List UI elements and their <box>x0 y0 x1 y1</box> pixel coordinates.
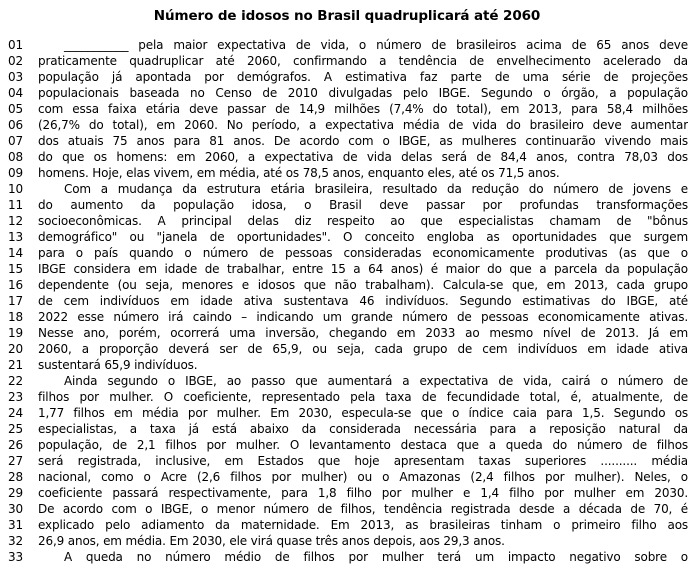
line-number: 26 <box>8 438 23 452</box>
line-text: será registrada, inclusive, em Estados que hoje apresentam taxas superiores .......... média <box>38 454 688 468</box>
line-number: 06 <box>8 118 23 132</box>
line-text: Nesse ano, porém, ocorrerá uma inversão, chegando em 2033 ao mesmo nível de 2013. Já em <box>38 326 688 340</box>
line-number: 14 <box>8 246 23 260</box>
text-line <box>8 277 688 293</box>
document-body <box>0 37 694 565</box>
line-text: De acordo com o IBGE, o menor número de filhos, tendência registrada desde a década de 70, é <box>38 502 688 516</box>
line-text: 26,9 anos, em média. Em 2030, ele virá quase três anos depois, aos 29,3 anos. <box>38 534 505 548</box>
line-number: 30 <box>8 502 23 516</box>
text-line <box>8 117 688 133</box>
line-text: filhos por mulher. O coeficiente, representado pela taxa de fecundidade total, é, atualmente, de <box>38 390 688 404</box>
line-text: explicado pelo adiamento da maternidade. Em 2013, as brasileiras tinham o primeiro filho aos <box>38 518 688 532</box>
line-number: 18 <box>8 310 23 324</box>
line-number: 03 <box>8 70 23 84</box>
line-number: 25 <box>8 422 23 436</box>
line-text: do que os homens: em 2060, a expectativa de vida delas será de 84,4 anos, contra 78,03 dos <box>38 150 688 164</box>
line-text: 2060, a proporção deverá ser de 65,9, ou seja, cada grupo de cem indivíduos em idade ativa <box>38 342 688 356</box>
text-line <box>8 325 688 341</box>
text-line <box>8 469 688 485</box>
line-number: 17 <box>8 294 23 308</box>
line-number: 05 <box>8 102 23 116</box>
text-line <box>8 149 688 165</box>
text-line <box>8 549 688 565</box>
line-text: coeficiente passará respectivamente, para 1,8 filho por mulher e 1,4 filho por mulher em 2030. <box>38 486 688 500</box>
line-number: 15 <box>8 262 23 276</box>
line-number: 20 <box>8 342 23 356</box>
line-text: sustentará 65,9 indivíduos. <box>38 358 198 372</box>
line-number: 11 <box>8 198 23 212</box>
line-text: especialistas, a taxa já está abaixo da considerada necessária para a reposição natural da <box>38 422 688 436</box>
text-line <box>8 101 688 117</box>
line-text: socioeconômicas. A principal delas diz respeito ao que especialistas chamam de "bônus <box>38 214 688 228</box>
text-line <box>8 485 688 501</box>
text-line <box>8 261 688 277</box>
text-line <box>8 85 688 101</box>
text-line <box>8 69 688 85</box>
line-text: dos atuais 75 anos para 81 anos. De acordo com o IBGE, as mulheres continuarão vivendo mais <box>38 134 688 148</box>
line-number: 32 <box>8 534 23 548</box>
text-line <box>8 293 688 309</box>
text-line <box>8 533 688 549</box>
text-line <box>8 389 688 405</box>
line-text: demográfico" ou "janela de oportunidades". O conceito engloba as oportunidades que surgem <box>38 230 688 244</box>
text-line <box>8 357 688 373</box>
line-text: Ainda segundo o IBGE, ao passo que aumentará a expectativa de vida, cairá o número de <box>64 374 688 388</box>
text-line <box>8 501 688 517</box>
line-number: 10 <box>8 182 23 196</box>
line-number: 07 <box>8 134 23 148</box>
line-text: A queda no número médio de filhos por mulher terá um impacto negativo sobre o <box>64 550 688 564</box>
text-line <box>8 453 688 469</box>
line-number: 23 <box>8 390 23 404</box>
line-number: 31 <box>8 518 23 532</box>
text-line <box>8 133 688 149</box>
line-number: 02 <box>8 54 23 68</box>
text-line <box>8 421 688 437</box>
line-text: homens. Hoje, elas vivem, em média, até os 78,5 anos, enquanto eles, até os 71,5 anos. <box>38 166 560 180</box>
line-number: 27 <box>8 454 23 468</box>
line-text: populacionais baseada no Censo de 2010 divulgadas pelo IBGE. Segundo o órgão, a população <box>38 86 688 100</box>
line-text: dependente (ou seja, menores e idosos que não trabalham). Calcula-se que, em 2013, cada grupo <box>38 278 688 292</box>
text-line <box>8 309 688 325</box>
line-number: 12 <box>8 214 23 228</box>
line-text: praticamente quadruplicar até 2060, confirmando a tendência de envelhecimento acelerado da <box>38 54 688 68</box>
document-title: Número de idosos no Brasil quadruplicará até 2060 <box>153 8 541 24</box>
text-line <box>8 341 688 357</box>
line-number: 04 <box>8 86 23 100</box>
text-line <box>8 53 688 69</box>
line-text: 2022 esse número irá caindo – indicando um grande número de pessoas economicamente ativas. <box>38 310 688 324</box>
text-line <box>8 373 688 389</box>
line-number: 19 <box>8 326 23 340</box>
text-line <box>8 245 688 261</box>
line-number: 21 <box>8 358 23 372</box>
text-line <box>8 181 688 197</box>
text-line <box>8 405 688 421</box>
line-text: nacional, como o Acre (2,6 filhos por mulher) ou o Amazonas (2,4 filhos por mulher). Neles, o <box>38 470 688 484</box>
text-line <box>8 437 688 453</box>
line-number: 22 <box>8 374 23 388</box>
line-number: 16 <box>8 278 23 292</box>
line-text: de cem indivíduos em idade ativa sustentava 46 indivíduos. Segundo estimativas do IBGE, até <box>38 294 688 308</box>
line-number: 33 <box>8 550 23 564</box>
line-text: do aumento da população idosa, o Brasil deve passar por profundas transformações <box>38 198 688 212</box>
line-number: 28 <box>8 470 23 484</box>
text-line <box>8 197 688 213</box>
line-text: Com a mudança da estrutura etária brasileira, resultado da redução do número de jovens e <box>64 182 688 196</box>
line-number: 08 <box>8 150 23 164</box>
text-line <box>8 37 688 53</box>
text-line <box>8 517 688 533</box>
line-number: 01 <box>8 38 23 52</box>
line-text: população já apontada por demógrafos. A estimativa faz parte de uma série de projeções <box>38 70 688 84</box>
line-text: (26,7% do total), em 2060. No período, a expectativa média de vida do brasileiro deve aumentar <box>38 118 688 132</box>
line-text: 1,77 filhos em média por mulher. Em 2030, especula-se que o índice caia para 1,5. Segundo os <box>38 406 688 420</box>
text-line <box>8 229 688 245</box>
line-number: 13 <box>8 230 23 244</box>
line-text: população, de 2,1 filhos por mulher. O levantamento destaca que a queda do número de filhos <box>38 438 688 452</box>
line-number: 24 <box>8 406 23 420</box>
line-number: 09 <box>8 166 23 180</box>
line-text: IBGE considera em idade de trabalhar, entre 15 a 64 anos) é maior do que a parcela da população <box>38 262 688 276</box>
line-text: com essa faixa etária deve passar de 14,9 milhões (7,4% do total), em 2013, para 58,4 milhões <box>38 102 688 116</box>
text-line <box>8 165 688 181</box>
line-text: para o país quando o número de pessoas consideradas economicamente produtivas (as que o <box>38 246 688 260</box>
line-text: ___________ pela maior expectativa de vida, o número de brasileiros acima de 65 anos deve <box>64 38 688 52</box>
line-number: 29 <box>8 486 23 500</box>
text-line <box>8 213 688 229</box>
